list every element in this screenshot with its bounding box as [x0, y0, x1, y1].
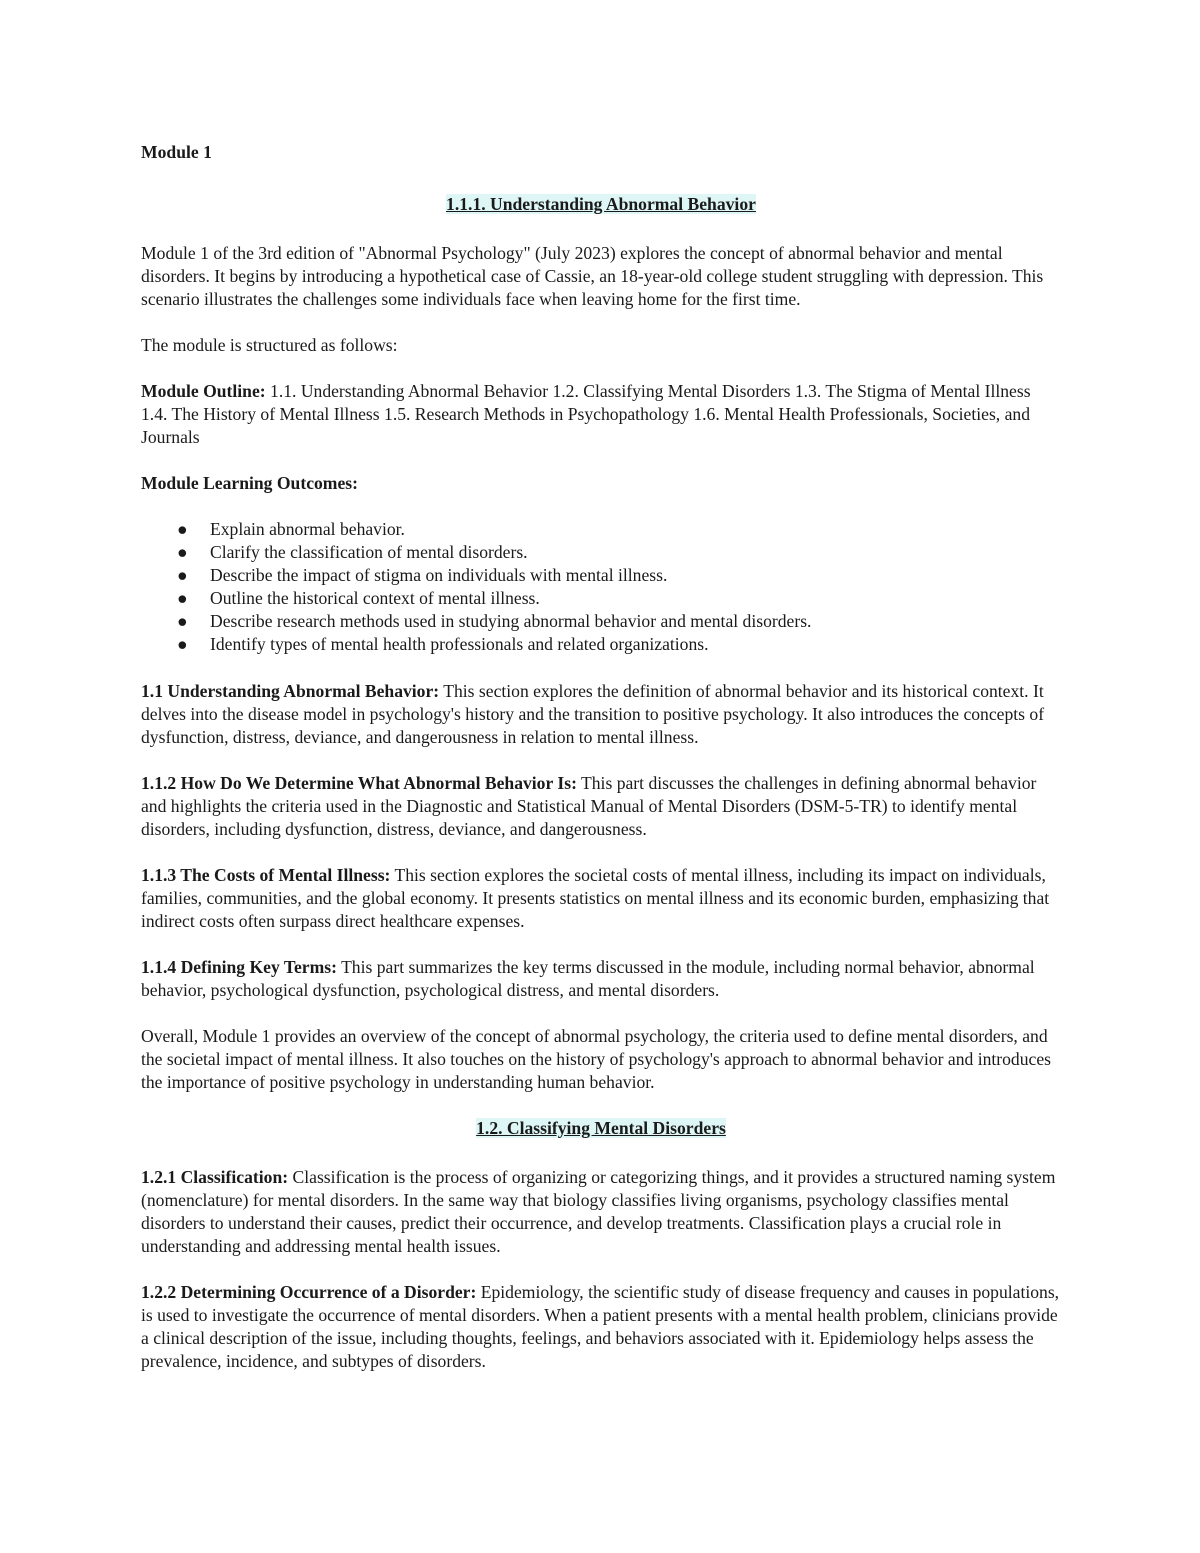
list-item-text: Describe research methods used in studying abnormal behavior and mental disorders. — [210, 611, 812, 631]
section-1-1-2-paragraph — [141, 772, 1061, 841]
section-text: Classification is the process of organizing or categorizing things, and it provides a structured naming system (nomenclature) for mental disorders. In the same way that biology classifies living organisms, psychology classifies mental disorders to understand their causes, predict their occurrence, and develop treatments. Classification plays a crucial role in understanding and addressing mental health issues. — [141, 1167, 1056, 1256]
intro-paragraph: Module 1 of the 3rd edition of "Abnormal Psychology" (July 2023) explores the concept of abnormal behavior and mental disorders. It begins by introducing a hypothetical case of Cassie, an 18-year-old college student struggling with depression. This scenario illustrates the challenges some individuals face when leaving home for the first time. — [141, 243, 1044, 309]
list-item — [177, 610, 1061, 633]
section-label: 1.1 Understanding Abnormal Behavior: — [141, 681, 440, 701]
section-text: This part discusses the challenges in defining abnormal behavior and highlights the criteria used in the Diagnostic and Statistical Manual of Mental Disorders (DSM-5-TR) to identify mental disorders, including dysfunction, distress, deviance, and dangerousness. — [141, 773, 1037, 839]
section-label: 1.1.4 Defining Key Terms: — [141, 957, 337, 977]
module-outline-paragraph — [141, 380, 1061, 449]
section-heading-1-1-text: 1.1.1. Understanding Abnormal Behavior — [446, 194, 756, 214]
bullet-icon: ● — [177, 588, 188, 608]
bullet-icon: ● — [177, 542, 188, 562]
section-text: This part summarizes the key terms discussed in the module, including normal behavior, abnormal behavior, psychological dysfunction, psychological distress, and mental disorders. — [141, 957, 1035, 1000]
section-1-2-2-paragraph — [141, 1281, 1061, 1373]
bullet-icon: ● — [177, 634, 188, 654]
list-item-text: Outline the historical context of mental illness. — [210, 588, 540, 608]
section-text: Epidemiology, the scientific study of disease frequency and causes in populations, is used to investigate the occurrence of mental disorders. When a patient presents with a mental health problem, clinicians provide a clinical description of the issue, including thoughts, feelings, and behaviors associated with it. Epidemiology helps assess the prevalence, incidence, and subtypes of disorders. — [141, 1282, 1060, 1371]
list-item — [177, 541, 1061, 564]
learning-outcomes-label-text: Module Learning Outcomes: — [141, 473, 358, 493]
section-label: 1.1.2 How Do We Determine What Abnormal Behavior Is: — [141, 773, 577, 793]
section-heading-1-2-text: 1.2. Classifying Mental Disorders — [476, 1118, 726, 1138]
learning-outcomes-list — [141, 518, 1061, 656]
document-page — [141, 141, 1061, 1396]
list-item — [177, 564, 1061, 587]
section-1-1-3-paragraph — [141, 864, 1061, 933]
bullet-icon: ● — [177, 519, 188, 539]
section-heading-1-2 — [141, 1117, 1061, 1140]
section-text: This section explores the societal costs of mental illness, including its impact on individuals, families, communities, and the global economy. It presents statistics on mental illness and its economic burden, emphasizing that indirect costs often surpass direct healthcare expenses. — [141, 865, 1050, 931]
list-item-text: Clarify the classification of mental disorders. — [210, 542, 528, 562]
section-1-2-1-paragraph — [141, 1166, 1061, 1258]
list-item-text: Identify types of mental health professionals and related organizations. — [210, 634, 709, 654]
bullet-icon: ● — [177, 611, 188, 631]
learning-outcomes-label — [141, 472, 1061, 495]
list-item-text: Describe the impact of stigma on individuals with mental illness. — [210, 565, 668, 585]
list-item — [177, 587, 1061, 610]
bullet-icon: ● — [177, 565, 188, 585]
section-label: 1.2.1 Classification: — [141, 1167, 289, 1187]
module-outline-label: Module Outline: — [141, 381, 266, 401]
section-1-1-4-paragraph — [141, 956, 1061, 1002]
section-heading-1-1 — [141, 193, 1061, 216]
list-item-text: Explain abnormal behavior. — [210, 519, 405, 539]
overall-paragraph: Overall, Module 1 provides an overview of the concept of abnormal psychology, the criteria used to define mental disorders, and the societal impact of mental illness. It also touches on the history of psychology's approach to abnormal behavior and introduces the importance of positive psychology in understanding human behavior. — [141, 1026, 1051, 1092]
module-title: Module 1 — [141, 142, 212, 162]
list-item — [177, 633, 1061, 656]
module-outline-text: 1.1. Understanding Abnormal Behavior 1.2. Classifying Mental Disorders 1.3. The Stigma of Mental Illness 1.4. The History of Mental Illness 1.5. Research Methods in Psychopathology 1.6. Mental Health Professionals, Societies, and Journals — [141, 381, 1031, 447]
structure-paragraph: The module is structured as follows: — [141, 335, 398, 355]
section-text: This section explores the definition of abnormal behavior and its historical context. It delves into the disease model in psychology's history and the transition to positive psychology. It also introduces the concepts of dysfunction, distress, deviance, and dangerousness in relation to mental illness. — [141, 681, 1045, 747]
section-label: 1.2.2 Determining Occurrence of a Disorder: — [141, 1282, 477, 1302]
section-1-1-paragraph — [141, 680, 1061, 749]
list-item — [177, 518, 1061, 541]
section-label: 1.1.3 The Costs of Mental Illness: — [141, 865, 391, 885]
